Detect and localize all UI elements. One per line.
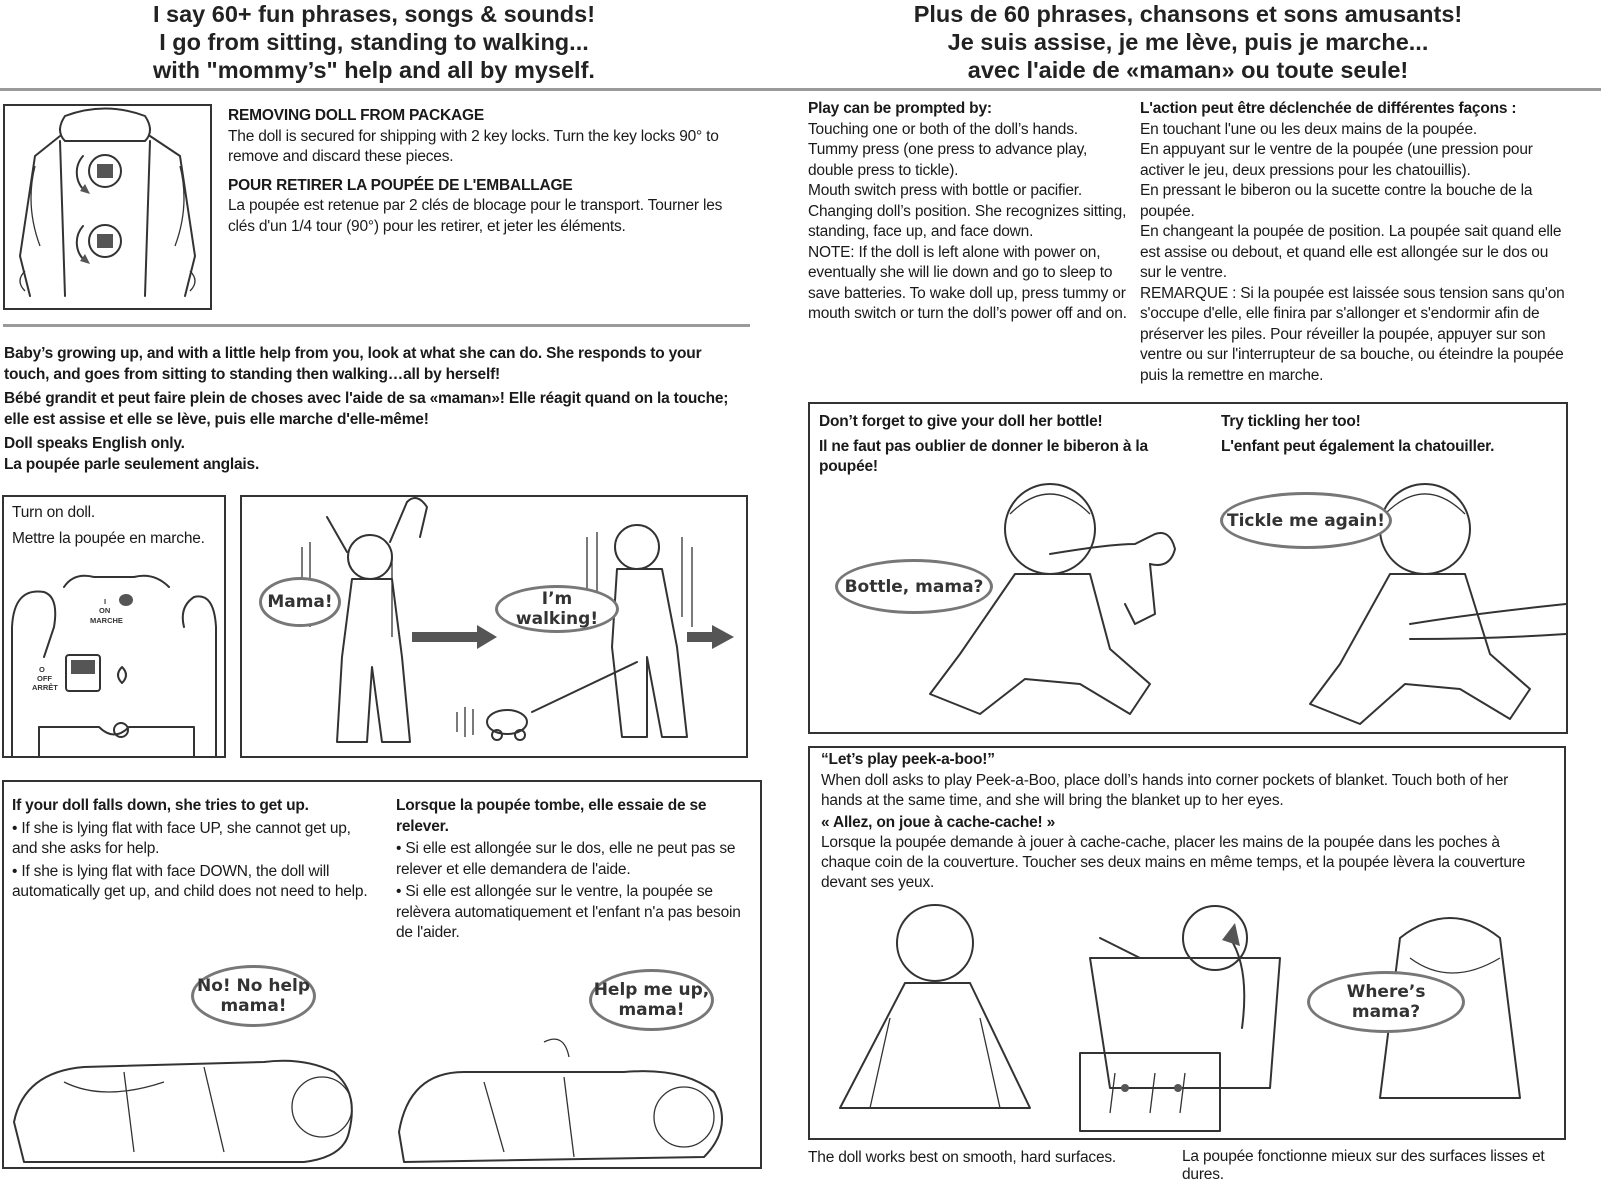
- bottle-title-en: Don’t forget to give your doll her bottle!: [819, 413, 1103, 430]
- header-en-line-3: with "mommy’s" help and all by myself.: [153, 57, 595, 83]
- footer-en: The doll works best on smooth, hard surfaces.: [808, 1149, 1117, 1166]
- package-illustration: [3, 104, 212, 310]
- walking-panel: [240, 495, 748, 758]
- play-line-en-4: Changing doll’s position. She recognizes sitting, standing, face up, and face down.: [808, 202, 1127, 240]
- play-text-fr: [1140, 99, 1568, 386]
- falls-b2-fr: • Si elle est allongée sur le ventre, la poupée se relèvera automatiquement et l'enfant n'a pas besoin de l'aider.: [396, 883, 741, 941]
- walking-illustration: [242, 497, 746, 756]
- play-line-fr-2: En appuyant sur le ventre de la poupée (une pression pour activer le jeu, deux pressions pour les chatouillis).: [1140, 141, 1533, 179]
- where-mama-bubble-text: Where’s mama?: [1346, 982, 1426, 1022]
- intro-en: Baby’s growing up, and with a little help from you, look at what she can do. She responds to your touch, and goes from sitting to standing then walking…all by herself!: [4, 345, 702, 383]
- play-line-fr-4: En changeant la poupée de position. La poupée sait quand elle est assise ou debout, et quand elle est allongée sur le dos ou sur le ventre.: [1140, 223, 1562, 281]
- play-line-en-3: Mouth switch press with bottle or pacifier.: [808, 182, 1082, 199]
- falls-panel: [2, 780, 762, 1169]
- tickle-bubble: [1220, 492, 1392, 549]
- header-en-line-1: I say 60+ fun phrases, songs & sounds!: [152, 1, 596, 27]
- switch-on-fr: MARCHE: [90, 616, 123, 625]
- package-text: [228, 106, 750, 237]
- footer-fr: La poupée fonctionne mieux sur des surfaces lisses et dures.: [1182, 1148, 1545, 1183]
- play-line-fr-1: En touchant l'une ou les deux mains de la poupée.: [1140, 120, 1477, 138]
- play-title-fr: L'action peut être déclenchée de différentes façons :: [1140, 100, 1517, 117]
- falls-title-fr: Lorsque la poupée tombe, elle essaie de se relever.: [396, 797, 707, 835]
- peek-title-en: “Let’s play peek-a-boo!”: [821, 751, 995, 768]
- power-switch-illustration: [4, 567, 224, 757]
- header-en-line-2: I go from sitting, standing to walking...: [159, 29, 589, 55]
- play-line-en-5: NOTE: If the doll is left alone with power on, eventually she will lie down and go to sleep to save batteries. To wake doll up, press tummy or mouth switch or turn the doll’s power off and on.: [808, 243, 1127, 322]
- bottle-text: [819, 412, 1199, 478]
- switch-off-symbol: O: [39, 665, 45, 674]
- help-me-bubble: [589, 969, 714, 1031]
- tickle-bubble-text: Tickle me again!: [1226, 510, 1386, 531]
- header-fr: [808, 0, 1568, 84]
- package-title-fr: POUR RETIRER LA POUPÉE DE L'EMBALLAGE: [228, 176, 573, 194]
- tickle-title-en: Try tickling her too!: [1221, 413, 1361, 430]
- package-body-fr: La poupée est retenue par 2 clés de blocage pour le transport. Tourner les clés d'un 1/4 tour (90°) pour les retirer, et jeter les éléments.: [228, 197, 723, 235]
- peek-text: [821, 750, 1551, 893]
- where-mama-bubble: [1307, 971, 1465, 1033]
- intro-text: [4, 344, 744, 475]
- bottle-tickle-panel: [808, 402, 1568, 734]
- falls-b1-fr: • Si elle est allongée sur le dos, elle ne peut pas se relever et elle demandera de l'aide.: [396, 840, 736, 878]
- peek-panel: [808, 746, 1566, 1140]
- fallen-dolls-illustration: [4, 1012, 760, 1167]
- intro-lang-en: Doll speaks English only.: [4, 435, 185, 452]
- play-line-en-2: Tummy press (one press to advance play, double press to tickle).: [808, 141, 1088, 179]
- walking-bubble: [495, 585, 619, 633]
- turn-on-text: [12, 503, 222, 549]
- package-title-en: REMOVING DOLL FROM PACKAGE: [228, 107, 485, 124]
- header-fr-line-2: Je suis assise, je me lève, puis je marche...: [947, 29, 1429, 55]
- falls-b1-en: • If she is lying flat with face UP, she cannot get up, and she asks for help.: [12, 819, 351, 857]
- falls-b2-en: • If she is lying flat with face DOWN, the doll will automatically get up, and child does not need to help.: [12, 862, 368, 900]
- header-fr-line-3: avec l'aide de «maman» ou toute seule!: [967, 57, 1409, 83]
- header-divider: [0, 88, 1601, 91]
- turn-on-en: Turn on doll.: [12, 504, 95, 521]
- play-line-fr-3: En pressant le biberon ou la sucette contre la bouche de la poupée.: [1140, 182, 1533, 220]
- mama-bubble: [259, 577, 341, 627]
- switch-off-en: OFF: [37, 674, 52, 683]
- walking-bubble-text: I’m walking!: [515, 589, 599, 629]
- header-fr-line-1: Plus de 60 phrases, chansons et sons amusants!: [913, 1, 1463, 27]
- turn-on-fr: Mettre la poupée en marche.: [12, 529, 205, 547]
- falls-text-fr: [396, 796, 748, 944]
- peek-body-fr: Lorsque la poupée demande à jouer à cache-cache, placer les mains de la poupée dans les poches à chaque coin de la couverture. Toucher ses deux mains en même temps, et la poupée lèvera la couverture devant ses yeux.: [821, 834, 1526, 891]
- play-title-en: Play can be prompted by:: [808, 100, 992, 117]
- switch-on-en: ON: [99, 606, 111, 615]
- header-en: [0, 0, 748, 84]
- tickle-title-fr: L'enfant peut également la chatouiller.: [1221, 437, 1495, 455]
- bottle-bubble-text: Bottle, mama?: [844, 576, 984, 597]
- doll-back-illustration: [5, 106, 210, 308]
- package-divider: [3, 324, 750, 327]
- intro-lang-fr: La poupée parle seulement anglais.: [4, 455, 260, 473]
- switch-on-symbol: I: [104, 597, 107, 606]
- package-body-en: The doll is secured for shipping with 2 key locks. Turn the key locks 90° to remove and discard these pieces.: [228, 127, 719, 165]
- peek-body-en: When doll asks to play Peek-a-Boo, place doll’s hands into corner pockets of blanket. Touch both of her hands at the same time, and she will bring the blanket up to her eyes.: [821, 771, 1509, 809]
- intro-fr: Bébé grandit et peut faire plein de choses avec l'aide de sa «maman»! Elle réagit quand on la touche; elle est assise et elle se lève, puis elle marche d'elle-même!: [4, 390, 729, 428]
- mama-bubble-text: Mama!: [267, 592, 333, 612]
- help-me-bubble-text: Help me up, mama!: [593, 980, 710, 1020]
- falls-title-en: If your doll falls down, she tries to get up.: [12, 797, 309, 814]
- play-line-en-1: Touching one or both of the doll’s hands.: [808, 120, 1078, 138]
- bottle-title-fr: Il ne faut pas oublier de donner le biberon à la poupée!: [819, 437, 1148, 475]
- peek-title-fr: « Allez, on joue à cache-cache! »: [821, 813, 1056, 831]
- play-text-en: [808, 99, 1130, 325]
- tickle-text: [1221, 412, 1561, 457]
- bottle-bubble: [835, 559, 993, 614]
- no-help-bubble: [191, 965, 316, 1027]
- turn-on-panel: [2, 495, 226, 758]
- switch-off-fr: ARRÊT: [32, 683, 58, 692]
- play-line-fr-5: REMARQUE : Si la poupée est laissée sous tension sans qu'on s'occupe d'elle, elle finira par s'allonger et s'endormir afin de préserver les piles. Pour réveiller la poupée, appuyer sur son ventre ou sur l'interrupteur de sa bouche, ou éteindre la poupée puis la remettre en marche.: [1140, 284, 1565, 384]
- no-help-bubble-text: No! No help mama!: [196, 976, 311, 1016]
- falls-text-en: [12, 796, 372, 903]
